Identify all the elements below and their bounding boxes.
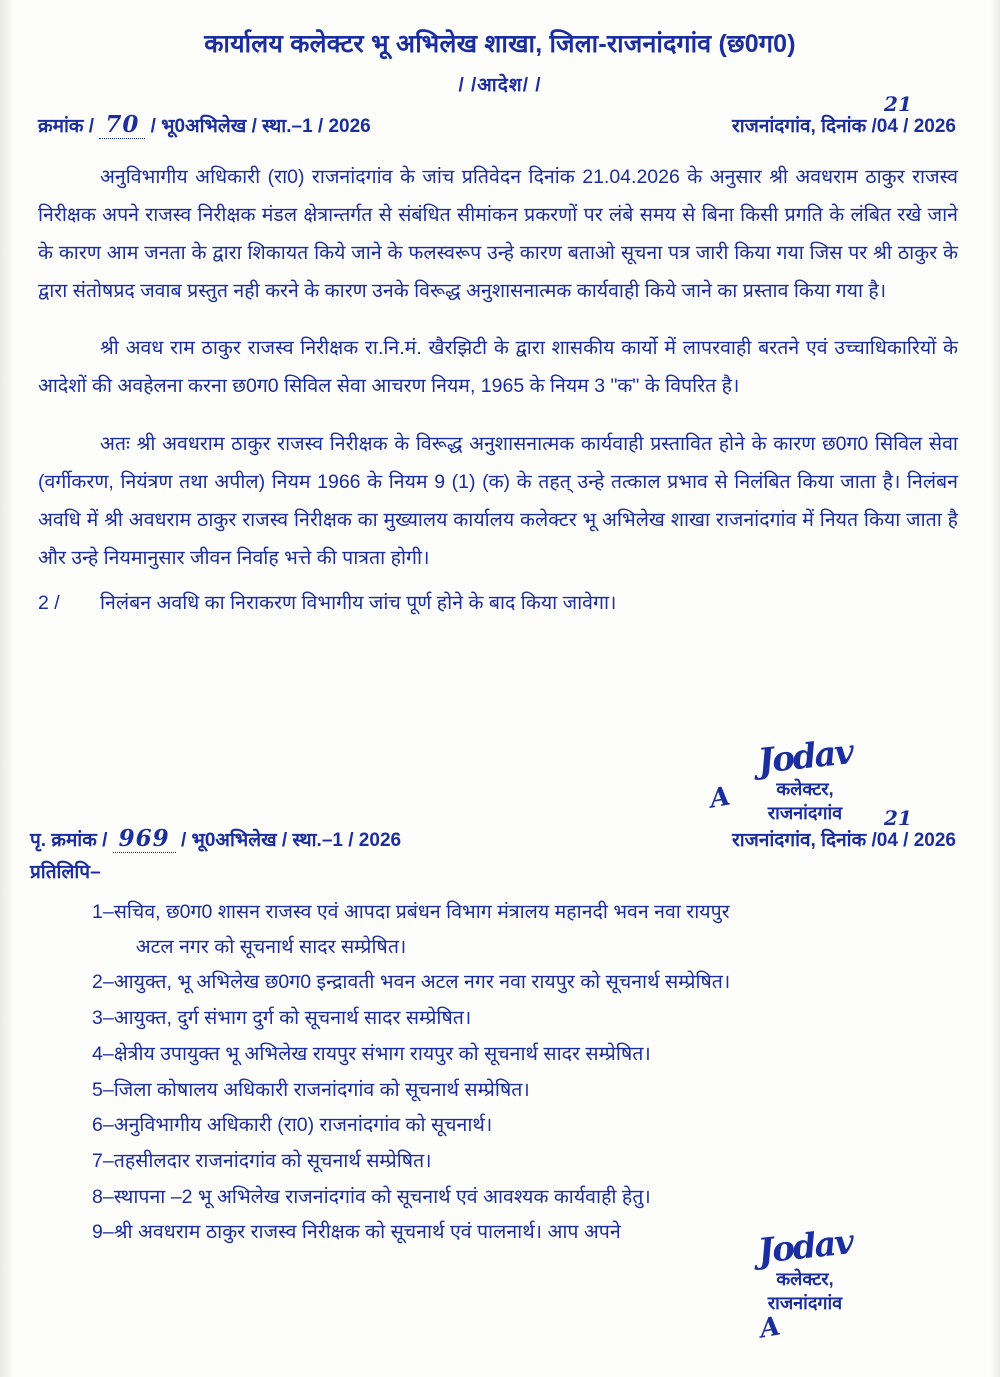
list-item xyxy=(92,1037,960,1072)
list-item xyxy=(92,1001,960,1036)
copy-reference-place-date: राजनांदगांव, दिनांक xyxy=(732,830,867,851)
list-item xyxy=(92,895,960,964)
signature-scrawl: Jodav xyxy=(755,1222,854,1272)
list-item-number: 2– xyxy=(92,971,114,994)
list-item-number: 4– xyxy=(92,1042,114,1065)
clause-number: 2 / xyxy=(38,591,60,614)
clause-2 xyxy=(38,585,958,622)
list-item-number: 5– xyxy=(92,1078,114,1101)
list-item-text: श्री अवधराम ठाकुर राजस्व निरीक्षक को सूचनार्थ एवं पालनार्थ। आप अपने xyxy=(113,1221,621,1244)
list-item-text: जिला कोषालय अधिकारी राजनांदगांव को सूचनार्थ सम्प्रेषित। xyxy=(113,1078,530,1101)
list-item-number: 7– xyxy=(92,1149,114,1172)
copy-list-label: प्रतिलिपि– xyxy=(30,862,101,883)
order-heading: / /आदेश/ / xyxy=(458,74,542,96)
signature-initial-mark: A xyxy=(707,781,733,815)
list-item-text: आयुक्त, भू अभिलेख छ0ग0 इन्द्रावती भवन अटल नगर नवा रायपुर को सूचनार्थ सम्प्रेषित। xyxy=(113,971,731,994)
list-item xyxy=(92,1180,960,1215)
list-item-main: सचिव, छ0ग0 शासन राजस्व एवं आपदा प्रबंधन विभाग मंत्रालय महानदी भवन नवा रायपुर xyxy=(113,901,730,923)
list-item-text: क्षेत्रीय उपायुक्त भू अभिलेख रायपुर संभाग रायपुर को सूचनार्थ सादर सम्प्रेषित। xyxy=(113,1042,651,1065)
reference-row xyxy=(38,91,956,138)
reference-suffix: / भू0अभिलेख / स्था.–1 / 2026 xyxy=(150,115,371,137)
signature-designation: कलेक्टर, xyxy=(776,778,834,799)
reference-left xyxy=(38,111,371,138)
paragraph-1: अनुविभागीय अधिकारी (रा0) राजनांदगांव के जांच प्रतिवेदन दिनांक 21.04.2026 के अनुसार श्री अवधराम ठाकुर राजस्व निरीक्षक अपने राजस्व निरीक्षक मंडल क्षेत्रान्तर्गत से संबंधित सीमांकन प्रकरणों पर लंबे समय से बिना किसी प्रगति के लंबित रखे जाने के कारण आम जनता के द्वारा शिकायत किये जाने के फलस्वरूप उन्हे कारण बताओ सूचना पत्र जारी किया गया जिस पर श्री ठाकुर के द्वारा संतोषप्रद जवाब प्रस्तुत नही करने के कारण उनके विरूद्ध अनुशासनात्मक कार्यवाही किये जाने का प्रस्ताव किया गया है। xyxy=(38,165,958,302)
paragraph-2: श्री अवध राम ठाकुर राजस्व निरीक्षक रा.नि.मं. खैरझिटी के द्वारा शासकीय कार्यो में लापरवाही बरतने एवं उच्चाधिकारियों के आदेशों की अवहेलना करना छ0ग0 सिविल सेवा आचरण नियम, 1965 के नियम 3 "क" के विपरित है। xyxy=(38,337,958,398)
signature-block-top xyxy=(700,732,910,825)
copy-reference-date-rest: /04 / 2026 xyxy=(871,830,956,851)
list-item xyxy=(92,1073,960,1108)
signature-scrawl: Jodav xyxy=(755,732,854,782)
reference-date-rest: /04 / 2026 xyxy=(871,115,956,137)
list-item-number: 1– xyxy=(92,901,114,923)
copy-reference-prefix: पृ. क्रमांक / xyxy=(30,830,108,851)
reference-place-date: राजनांदगांव, दिनांक xyxy=(732,115,867,137)
signature-initial-mark: A xyxy=(757,1311,783,1345)
list-item xyxy=(92,1144,960,1179)
list-item-text xyxy=(114,895,960,964)
copy-reference-left xyxy=(30,825,401,852)
copy-reference-number-handwritten: 969 xyxy=(113,825,176,853)
list-item-text: तहसीलदार राजनांदगांव को सूचनार्थ सम्प्रेषित। xyxy=(113,1149,432,1172)
reference-right xyxy=(732,91,956,138)
reference-prefix: क्रमांक / xyxy=(38,115,95,137)
list-item-number: 6– xyxy=(92,1114,114,1137)
signature-block-bottom xyxy=(700,1222,910,1345)
reference-number-handwritten: 70 xyxy=(99,111,145,139)
list-item-number: 3– xyxy=(92,1007,114,1030)
signature-place: राजनांदगांव xyxy=(767,803,843,824)
copy-reference-row xyxy=(30,806,956,852)
copy-reference-right xyxy=(732,806,956,852)
body-text xyxy=(38,158,958,577)
paragraph-3: अतः श्री अवधराम ठाकुर राजस्व निरीक्षक के विरूद्ध अनुशासनात्मक कार्यवाही प्रस्तावित होने के कारण छ0ग0 सिविल सेवा (वर्गीकरण, नियंत्रण तथा अपील) नियम 1966 के नियम 9 (1) (क) के तहत् उन्हे तत्काल प्रभाव से निलंबित किया जाता है। निलंबन अवधि में श्री अवधराम ठाकुर राजस्व निरीक्षक का मुख्यालय कार्यालय कलेक्टर भू अभिलेख शाखा राजनांदगांव में नियत किया जाता है और उन्हे नियमानुसार जीवन निर्वाह भत्ते की पात्रता होगी। xyxy=(38,432,958,569)
list-item-text: अनुविभागीय अधिकारी (रा0) राजनांदगांव को सूचनार्थ। xyxy=(113,1114,493,1137)
copy-reference-date-day-handwritten: 21 xyxy=(884,806,912,830)
page-title: कार्यालय कलेक्टर भू अभिलेख शाखा, जिला-राजनांदगांव (छ0ग0) xyxy=(204,30,796,58)
signature-designation: कलेक्टर, xyxy=(776,1268,834,1289)
list-item-number: 9– xyxy=(92,1221,114,1244)
copy-reference-suffix: / भू0अभिलेख / स्था.–1 / 2026 xyxy=(180,830,402,851)
clause-text: निलंबन अवधि का निराकरण विभागीय जांच पूर्ण होने के बाद किया जावेगा। xyxy=(100,591,617,614)
list-item xyxy=(92,965,960,1000)
list-item-sub: अटल नगर को सूचनार्थ सादर सम्प्रेषित। xyxy=(135,935,407,958)
signature-place: राजनांदगांव xyxy=(767,1293,843,1314)
reference-date-day-handwritten: 21 xyxy=(884,91,912,116)
copy-list xyxy=(92,895,960,1251)
list-item-text: आयुक्त, दुर्ग संभाग दुर्ग को सूचनार्थ सादर सम्प्रेषित। xyxy=(113,1007,472,1030)
list-item-number: 8– xyxy=(92,1185,114,1208)
list-item xyxy=(92,1108,960,1143)
list-item-text: स्थापना –2 भू अभिलेख राजनांदगांव को सूचनार्थ एवं आवश्यक कार्यवाही हेतु। xyxy=(113,1185,651,1208)
